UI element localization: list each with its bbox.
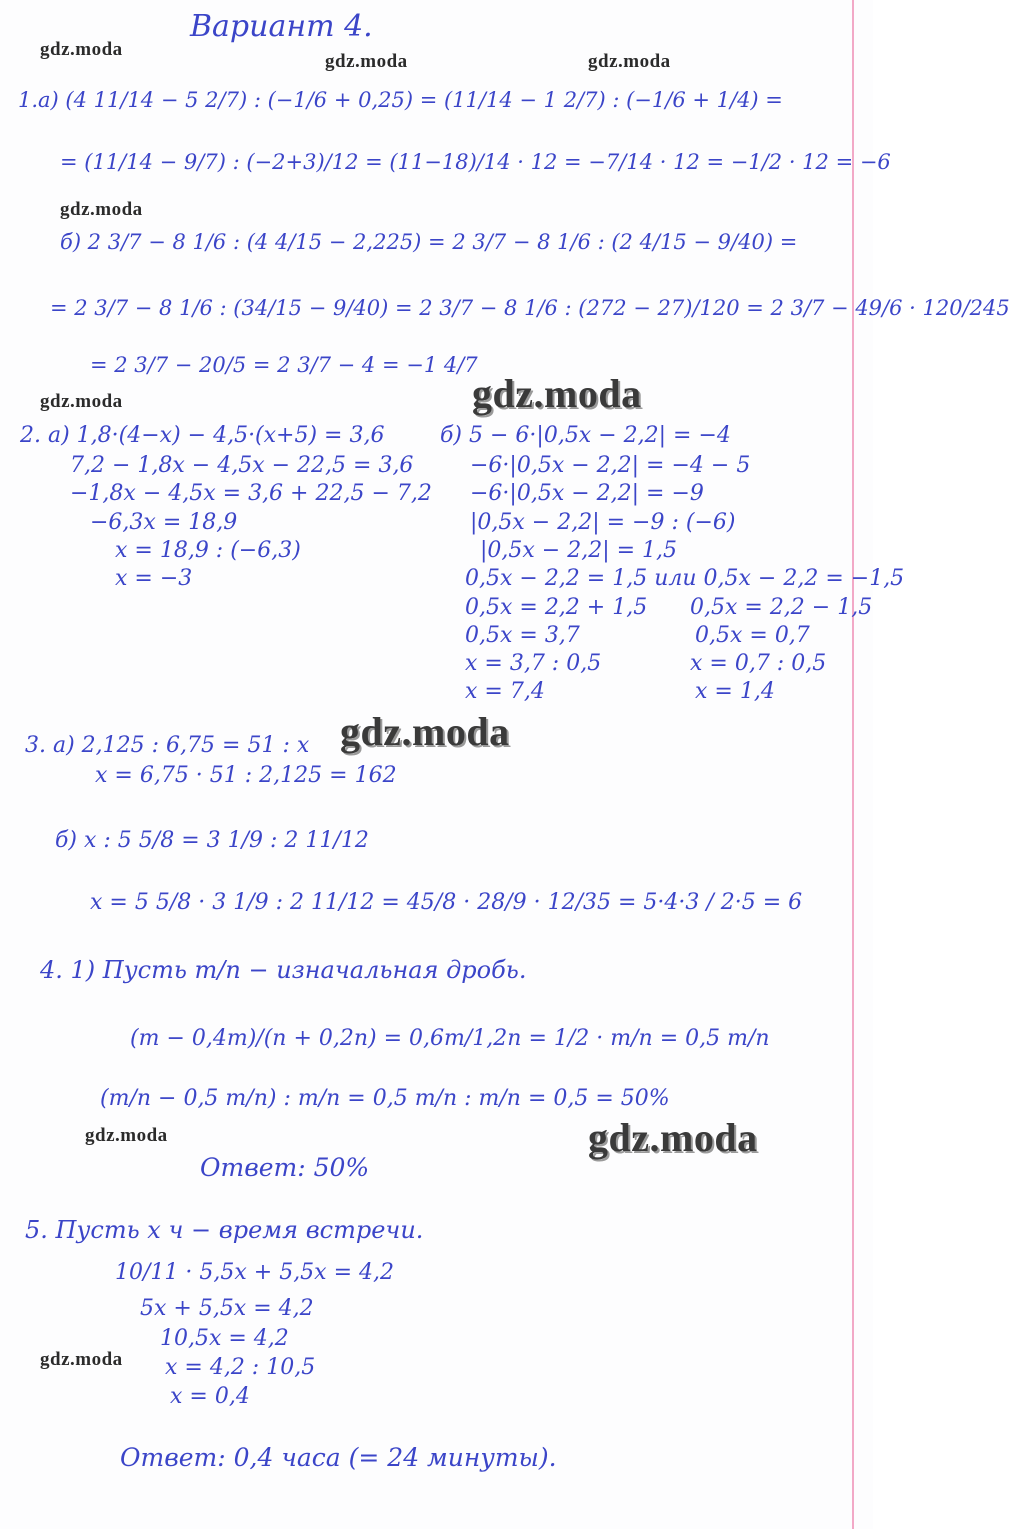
task2-a-line: x = 18,9 : (−6,3) bbox=[115, 538, 301, 563]
page-title: Вариант 4. bbox=[190, 9, 373, 44]
margin-line bbox=[852, 0, 854, 1529]
task4-answer: Ответ: 50% bbox=[200, 1153, 370, 1182]
watermark: gdz.moda bbox=[40, 39, 123, 60]
task4-line: (m − 0,4m)/(n + 0,2n) = 0,6m/1,2n = 1/2 · m/n = 0,5 m/n bbox=[130, 1026, 770, 1051]
task2-a-line: −1,8x − 4,5x = 3,6 + 22,5 − 7,2 bbox=[70, 481, 432, 506]
task5-line: 10,5x = 4,2 bbox=[160, 1326, 289, 1351]
task3-b-line: б) x : 5 5/8 = 3 1/9 : 2 11/12 bbox=[55, 828, 369, 853]
task2-b-right: 0,5x = 2,2 − 1,5 bbox=[690, 595, 873, 620]
task2-a-line: x = −3 bbox=[115, 566, 193, 591]
task2-b-line: −6·|0,5x − 2,2| = −9 bbox=[470, 481, 704, 506]
task4-line: (m/n − 0,5 m/n) : m/n = 0,5 m/n : m/n = 0,5 = 50% bbox=[100, 1086, 670, 1111]
task4-line: 4. 1) Пусть m/n − изначальная дробь. bbox=[40, 956, 527, 984]
task5-line: 5. Пусть x ч − время встречи. bbox=[25, 1216, 424, 1244]
watermark: gdz.moda bbox=[340, 709, 510, 754]
task2-b-line: |0,5x − 2,2| = 1,5 bbox=[480, 538, 678, 563]
task2-b-line: |0,5x − 2,2| = −9 : (−6) bbox=[470, 510, 736, 535]
watermark: gdz.moda bbox=[40, 391, 123, 412]
watermark: gdz.moda bbox=[325, 51, 408, 72]
task2-a-line: −6,3x = 18,9 bbox=[90, 510, 238, 535]
task5-line: 10/11 · 5,5x + 5,5x = 4,2 bbox=[115, 1260, 394, 1285]
task2-b-left: 0,5x = 3,7 bbox=[465, 623, 580, 648]
task2-b-line: б) 5 − 6·|0,5x − 2,2| = −4 bbox=[440, 423, 731, 448]
task3-b-line: x = 5 5/8 · 3 1/9 : 2 11/12 = 45/8 · 28/9 · 12/35 = 5·4·3 / 2·5 = 6 bbox=[90, 890, 803, 915]
task2-b-left: 0,5x = 2,2 + 1,5 bbox=[465, 595, 648, 620]
task1-a-line: = (11/14 − 9/7) : (−2+3)/12 = (11−18)/14 · 12 = −7/14 · 12 = −1/2 · 12 = −6 bbox=[60, 150, 891, 174]
task1-b-line: б) 2 3/7 − 8 1/6 : (4 4/15 − 2,225) = 2 3/7 − 8 1/6 : (2 4/15 − 9/40) = bbox=[60, 230, 798, 254]
task5-line: x = 4,2 : 10,5 bbox=[165, 1355, 316, 1380]
task2-b-split: 0,5x − 2,2 = 1,5 или 0,5x − 2,2 = −1,5 bbox=[465, 566, 905, 591]
task2-b-left: x = 3,7 : 0,5 bbox=[465, 651, 602, 676]
task5-line: 5x + 5,5x = 4,2 bbox=[140, 1296, 314, 1321]
task3-a-line: 3. а) 2,125 : 6,75 = 51 : x bbox=[25, 733, 310, 758]
task2-b-right: x = 1,4 bbox=[695, 679, 775, 704]
task1-b-line: = 2 3/7 − 20/5 = 2 3/7 − 4 = −1 4/7 bbox=[90, 353, 478, 377]
task2-b-left: x = 7,4 bbox=[465, 679, 545, 704]
task3-a-line: x = 6,75 · 51 : 2,125 = 162 bbox=[95, 763, 397, 788]
watermark: gdz.moda bbox=[588, 51, 671, 72]
watermark: gdz.moda bbox=[85, 1125, 168, 1146]
watermark: gdz.moda bbox=[472, 371, 642, 416]
watermark: gdz.moda bbox=[40, 1349, 123, 1370]
task2-a-line: 2. а) 1,8·(4−x) − 4,5·(x+5) = 3,6 bbox=[20, 423, 385, 448]
task2-b-right: 0,5x = 0,7 bbox=[695, 623, 810, 648]
watermark: gdz.moda bbox=[588, 1115, 758, 1160]
task1-a-line: 1.а) (4 11/14 − 5 2/7) : (−1/6 + 0,25) = (11/14 − 1 2/7) : (−1/6 + 1/4) = bbox=[18, 88, 783, 112]
watermark: gdz.moda bbox=[60, 199, 143, 220]
task2-b-right: x = 0,7 : 0,5 bbox=[690, 651, 827, 676]
task1-b-line: = 2 3/7 − 8 1/6 : (34/15 − 9/40) = 2 3/7 − 8 1/6 : (272 − 27)/120 = 2 3/7 − 49/6 · 120/245 bbox=[50, 296, 1010, 320]
task2-b-line: −6·|0,5x − 2,2| = −4 − 5 bbox=[470, 453, 751, 478]
task5-answer: Ответ: 0,4 часа (= 24 минуты). bbox=[120, 1443, 557, 1472]
task5-line: x = 0,4 bbox=[170, 1384, 250, 1409]
task2-a-line: 7,2 − 1,8x − 4,5x − 22,5 = 3,6 bbox=[70, 453, 414, 478]
